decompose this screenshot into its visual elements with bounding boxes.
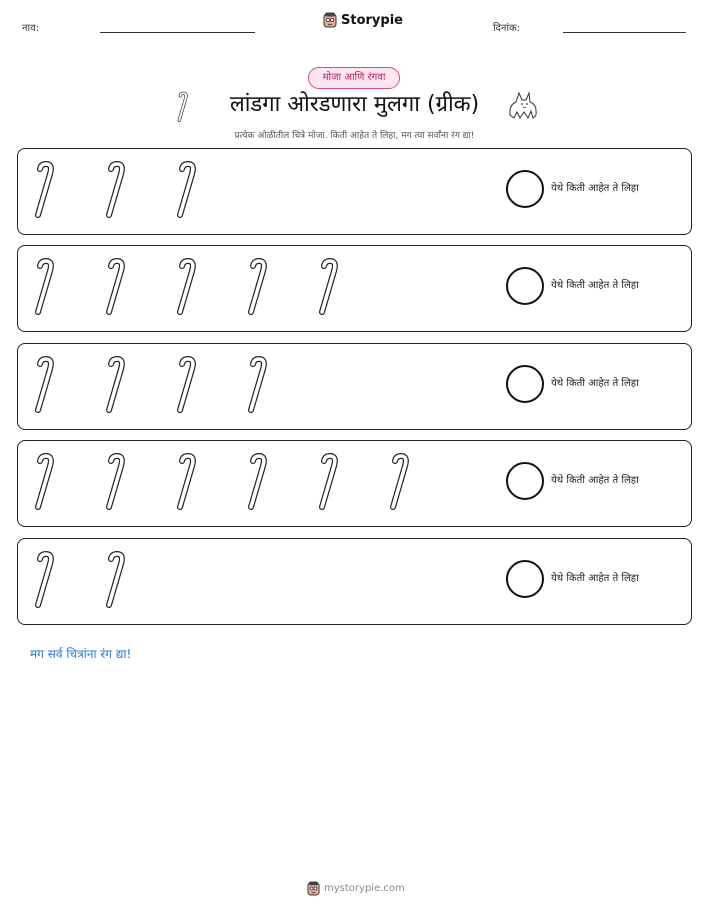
candy-cane-icon [103,255,133,315]
candy-cane-icon [245,353,275,413]
answer-label: येथे किती आहेत ते लिहा [551,280,639,291]
answer-label: येथे किती आहेत ते लिहा [551,378,639,389]
answer-label: येथे किती आहेत ते लिहा [551,475,639,486]
storypie-mascot-icon [323,12,337,28]
name-label: नाव: [22,23,40,34]
name-line[interactable] [100,32,255,33]
storypie-mascot-icon [307,881,320,896]
activity-badge: मोजा आणि रंगवा [308,67,400,89]
site-url: mystorypie.com [324,883,405,894]
candy-cane-icon [103,158,133,218]
brand-name: Storypie [341,12,403,28]
date-label: दिनांक: [493,23,521,34]
candy-cane-icon [103,353,133,413]
candy-cane-icon [103,548,133,608]
candy-cane-icon [32,450,62,510]
instruction-text: प्रत्येक ओळीतील चित्रे मोजा. किती आहेत ते लिहा, मग त्या सर्वांना रंग द्या! [234,131,475,141]
count-row-5 [17,538,692,625]
candy-cane-icon [174,353,204,413]
answer-circle[interactable] [506,462,544,500]
answer-label: येथे किती आहेत ते लिहा [551,183,639,194]
worksheet-title: लांडगा ओरडणारा मुलगा (ग्रीक) [229,92,480,117]
candy-cane-icon [245,255,275,315]
candy-cane-icon [103,450,133,510]
brand-logo [323,12,403,28]
footer-note: मग सर्व चित्रांना रंग द्या! [30,647,132,661]
candy-cane-icon [32,255,62,315]
answer-circle[interactable] [506,560,544,598]
site-footer [307,881,405,896]
answer-circle[interactable] [506,267,544,305]
answer-circle[interactable] [506,170,544,208]
count-row-1 [17,148,692,235]
candy-cane-icon [32,548,62,608]
candy-cane-icon [316,255,346,315]
count-row-3 [17,343,692,430]
candy-cane-icon [174,450,204,510]
candy-cane-icon [174,158,204,218]
count-row-4 [17,440,692,527]
wolf-icon [506,89,540,121]
count-row-2 [17,245,692,332]
candy-cane-icon [387,450,417,510]
date-line[interactable] [563,32,686,33]
candy-cane-icon [32,353,62,413]
answer-label: येथे किती आहेत ते लिहा [551,573,639,584]
answer-circle[interactable] [506,365,544,403]
candy-cane-icon [245,450,275,510]
candy-cane-icon [174,255,204,315]
candy-cane-icon [316,450,346,510]
candy-cane-icon [32,158,62,218]
